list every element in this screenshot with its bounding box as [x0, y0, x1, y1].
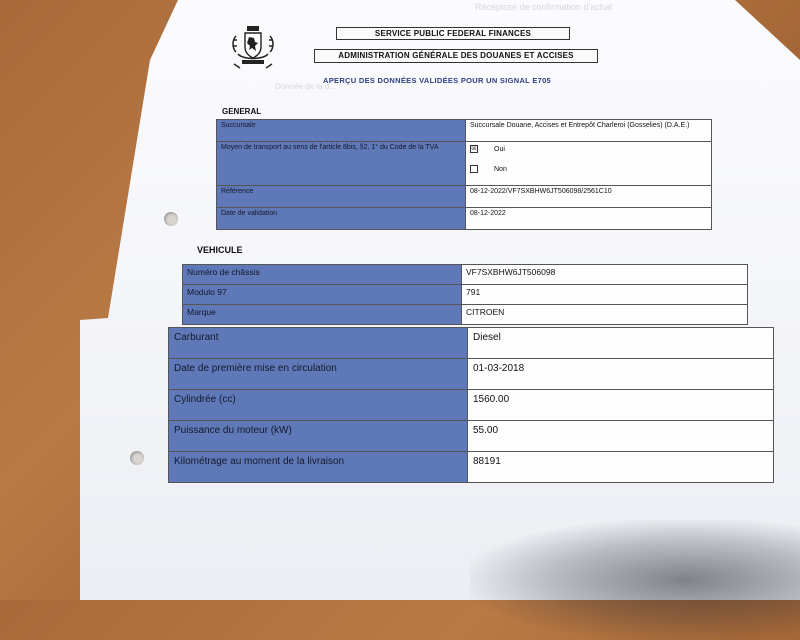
value-premiere-circulation: 01-03-2018	[468, 359, 774, 390]
section-title-vehicule: VEHICULE	[197, 245, 243, 255]
value-reference: 08-12-2022/VF7SXBHW6JT506098/2561C10	[466, 186, 712, 208]
general-table	[216, 119, 712, 230]
table-row	[169, 452, 774, 483]
table-row	[217, 186, 712, 208]
label-kilometrage: Kilométrage au moment de la livraison	[169, 452, 468, 483]
punch-hole	[164, 212, 178, 226]
table-row	[169, 359, 774, 390]
value-marque: CITROEN	[462, 305, 748, 325]
table-row	[217, 142, 712, 186]
value-modulo: 791	[462, 285, 748, 305]
value-puissance: 55.00	[468, 421, 774, 452]
page-title: APERÇU DES DONNÉES VALIDÉES POUR UN SIGNAL E705	[323, 76, 552, 85]
table-row	[169, 421, 774, 452]
table-row	[217, 120, 712, 142]
table-row	[183, 305, 748, 325]
value-carburant: Diesel	[468, 328, 774, 359]
value-cylindree: 1560.00	[468, 390, 774, 421]
belgian-coat-of-arms-icon	[228, 24, 278, 70]
label-chassis: Numéro de châssis	[183, 265, 462, 285]
label-date-validation: Date de validation	[217, 208, 466, 230]
transport-options	[466, 142, 712, 186]
label-succursale: Succursale	[217, 120, 466, 142]
label-cylindree: Cylindrée (cc)	[169, 390, 468, 421]
header-ministry: SERVICE PUBLIC FEDERAL FINANCES	[336, 27, 570, 40]
table-row	[169, 390, 774, 421]
label-premiere-circulation: Date de première mise en circulation	[169, 359, 468, 390]
table-row	[169, 328, 774, 359]
table-row	[217, 208, 712, 230]
label-marque: Marque	[183, 305, 462, 325]
vehicule-table-bottom	[168, 327, 774, 483]
header-administration: ADMINISTRATION GÉNÉRALE DES DOUANES ET ACCISES	[314, 49, 598, 63]
checkbox-non	[470, 165, 478, 173]
punch-hole	[130, 451, 144, 465]
table-row	[183, 265, 748, 285]
label-puissance: Puissance du moteur (kW)	[169, 421, 468, 452]
value-succursale: Succursale Douane, Accises et Entrepôt Charleroi (Gosselies) (D.A.E.)	[466, 120, 712, 142]
value-date-validation: 08-12-2022	[466, 208, 712, 230]
label-carburant: Carburant	[169, 328, 468, 359]
label-reference: Référence	[217, 186, 466, 208]
option-non-label: Non	[494, 165, 507, 173]
table-row	[183, 285, 748, 305]
section-title-general: GENERAL	[222, 107, 262, 116]
value-chassis: VF7SXBHW6JT506098	[462, 265, 748, 285]
bleed-through-text: Récépissé de confirmation d'achat	[475, 2, 613, 12]
label-moyen-transport: Moyen de transport au sens de l'article 8bis, §2, 1° du Code de la TVA	[217, 142, 466, 186]
option-oui-label: Oui	[494, 145, 505, 153]
value-kilometrage: 88191	[468, 452, 774, 483]
checkbox-oui: ☒	[471, 146, 477, 152]
vehicule-table-top	[182, 264, 748, 325]
label-modulo: Modulo 97	[183, 285, 462, 305]
bleed-through-text: Donnée de la d...	[275, 82, 336, 91]
